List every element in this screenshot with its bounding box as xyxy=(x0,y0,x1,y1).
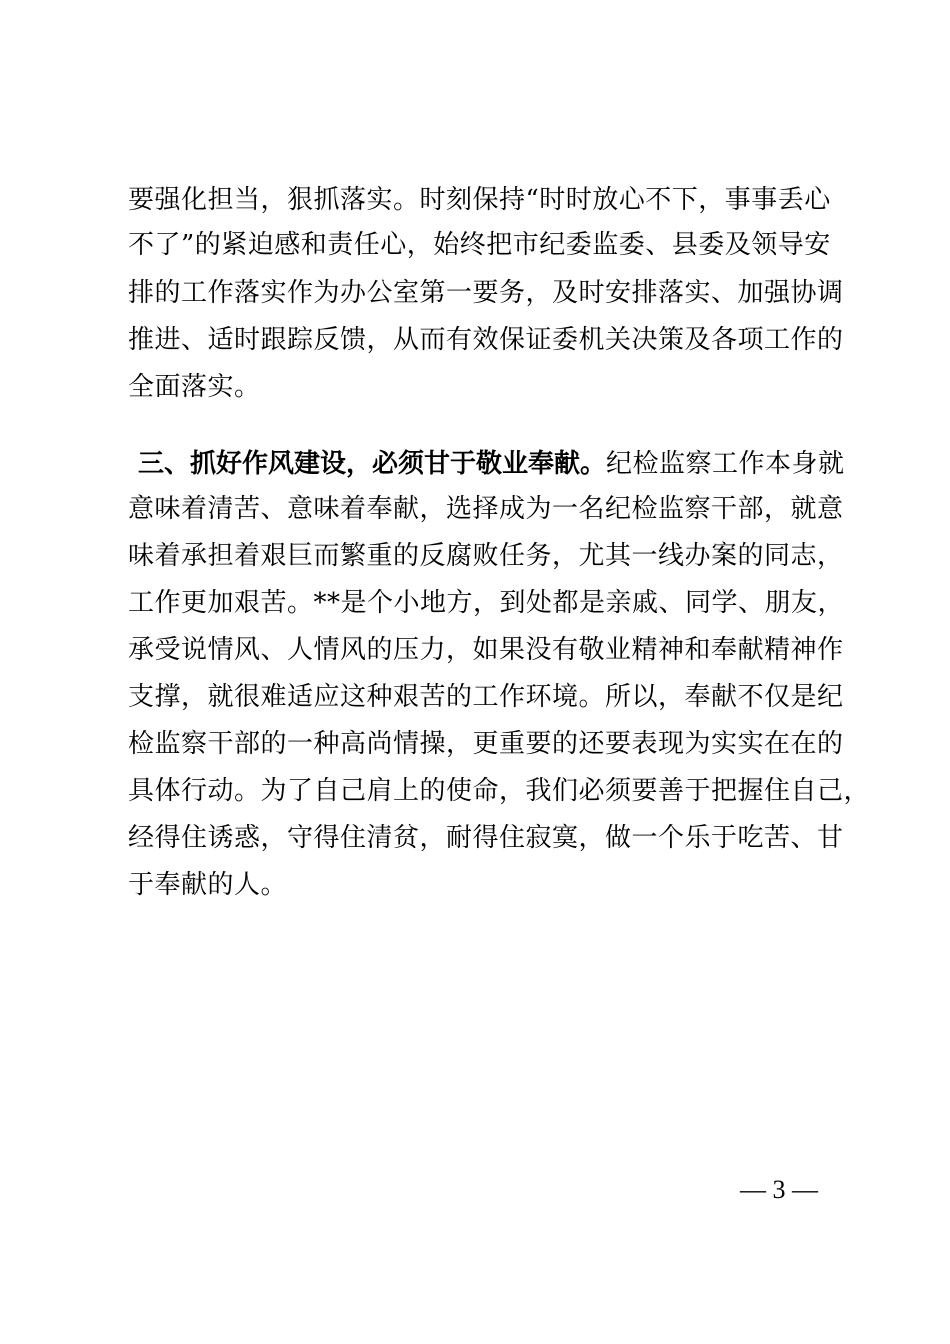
paragraph-line: 全面落实。 xyxy=(128,372,261,402)
paragraph-line: 承受说情风、人情风的压力，如果没有敬业精神和奉献精神作 xyxy=(128,635,844,665)
paragraph-line: 于奉献的人。 xyxy=(128,870,288,900)
paragraph-line: 味着承担着艰巨而繁重的反腐败任务，尤其一线办案的同志， xyxy=(128,541,844,571)
paragraph-line: 支撑，就很难适应这种艰苦的工作环境。所以，奉献不仅是纪 xyxy=(128,682,844,712)
paragraph-first-line xyxy=(138,451,845,481)
paragraph-line: 意味着清苦、意味着奉献，选择成为一名纪检监察干部，就意 xyxy=(128,494,844,524)
paragraph-line: 要强化担当，狠抓落实。时刻保持“时时放心不下，事事丢心 xyxy=(128,185,831,215)
paragraph-line: 检监察干部的一种高尚情操，更重要的还要表现为实实在在的 xyxy=(128,729,844,759)
paragraph-line: 纪检监察工作本身就 xyxy=(606,449,845,479)
paragraph-line: 工作更加艰苦。**是个小地方，到处都是亲戚、同学、朋友， xyxy=(128,588,845,618)
paragraph-line: 不了”的紧迫感和责任心，始终把市纪委监委、县委及领导安 xyxy=(128,230,831,260)
page-number: — 3 — xyxy=(740,1175,818,1204)
paragraph-line: 经得住诱惑，守得住清贫，耐得住寂寞，做一个乐于吃苦、甘 xyxy=(128,823,844,853)
section-heading: 三、抓好作风建设，必须甘于敬业奉献。 xyxy=(138,449,607,479)
paragraph-line: 排的工作落实作为办公室第一要务，及时安排落实、加强协调 xyxy=(128,278,844,308)
paragraph-line: 具体行动。为了自己肩上的使命，我们必须要善于把握住自己， xyxy=(128,776,871,806)
paragraph-line: 推进、适时跟踪反馈，从而有效保证委机关决策及各项工作的 xyxy=(128,325,844,355)
